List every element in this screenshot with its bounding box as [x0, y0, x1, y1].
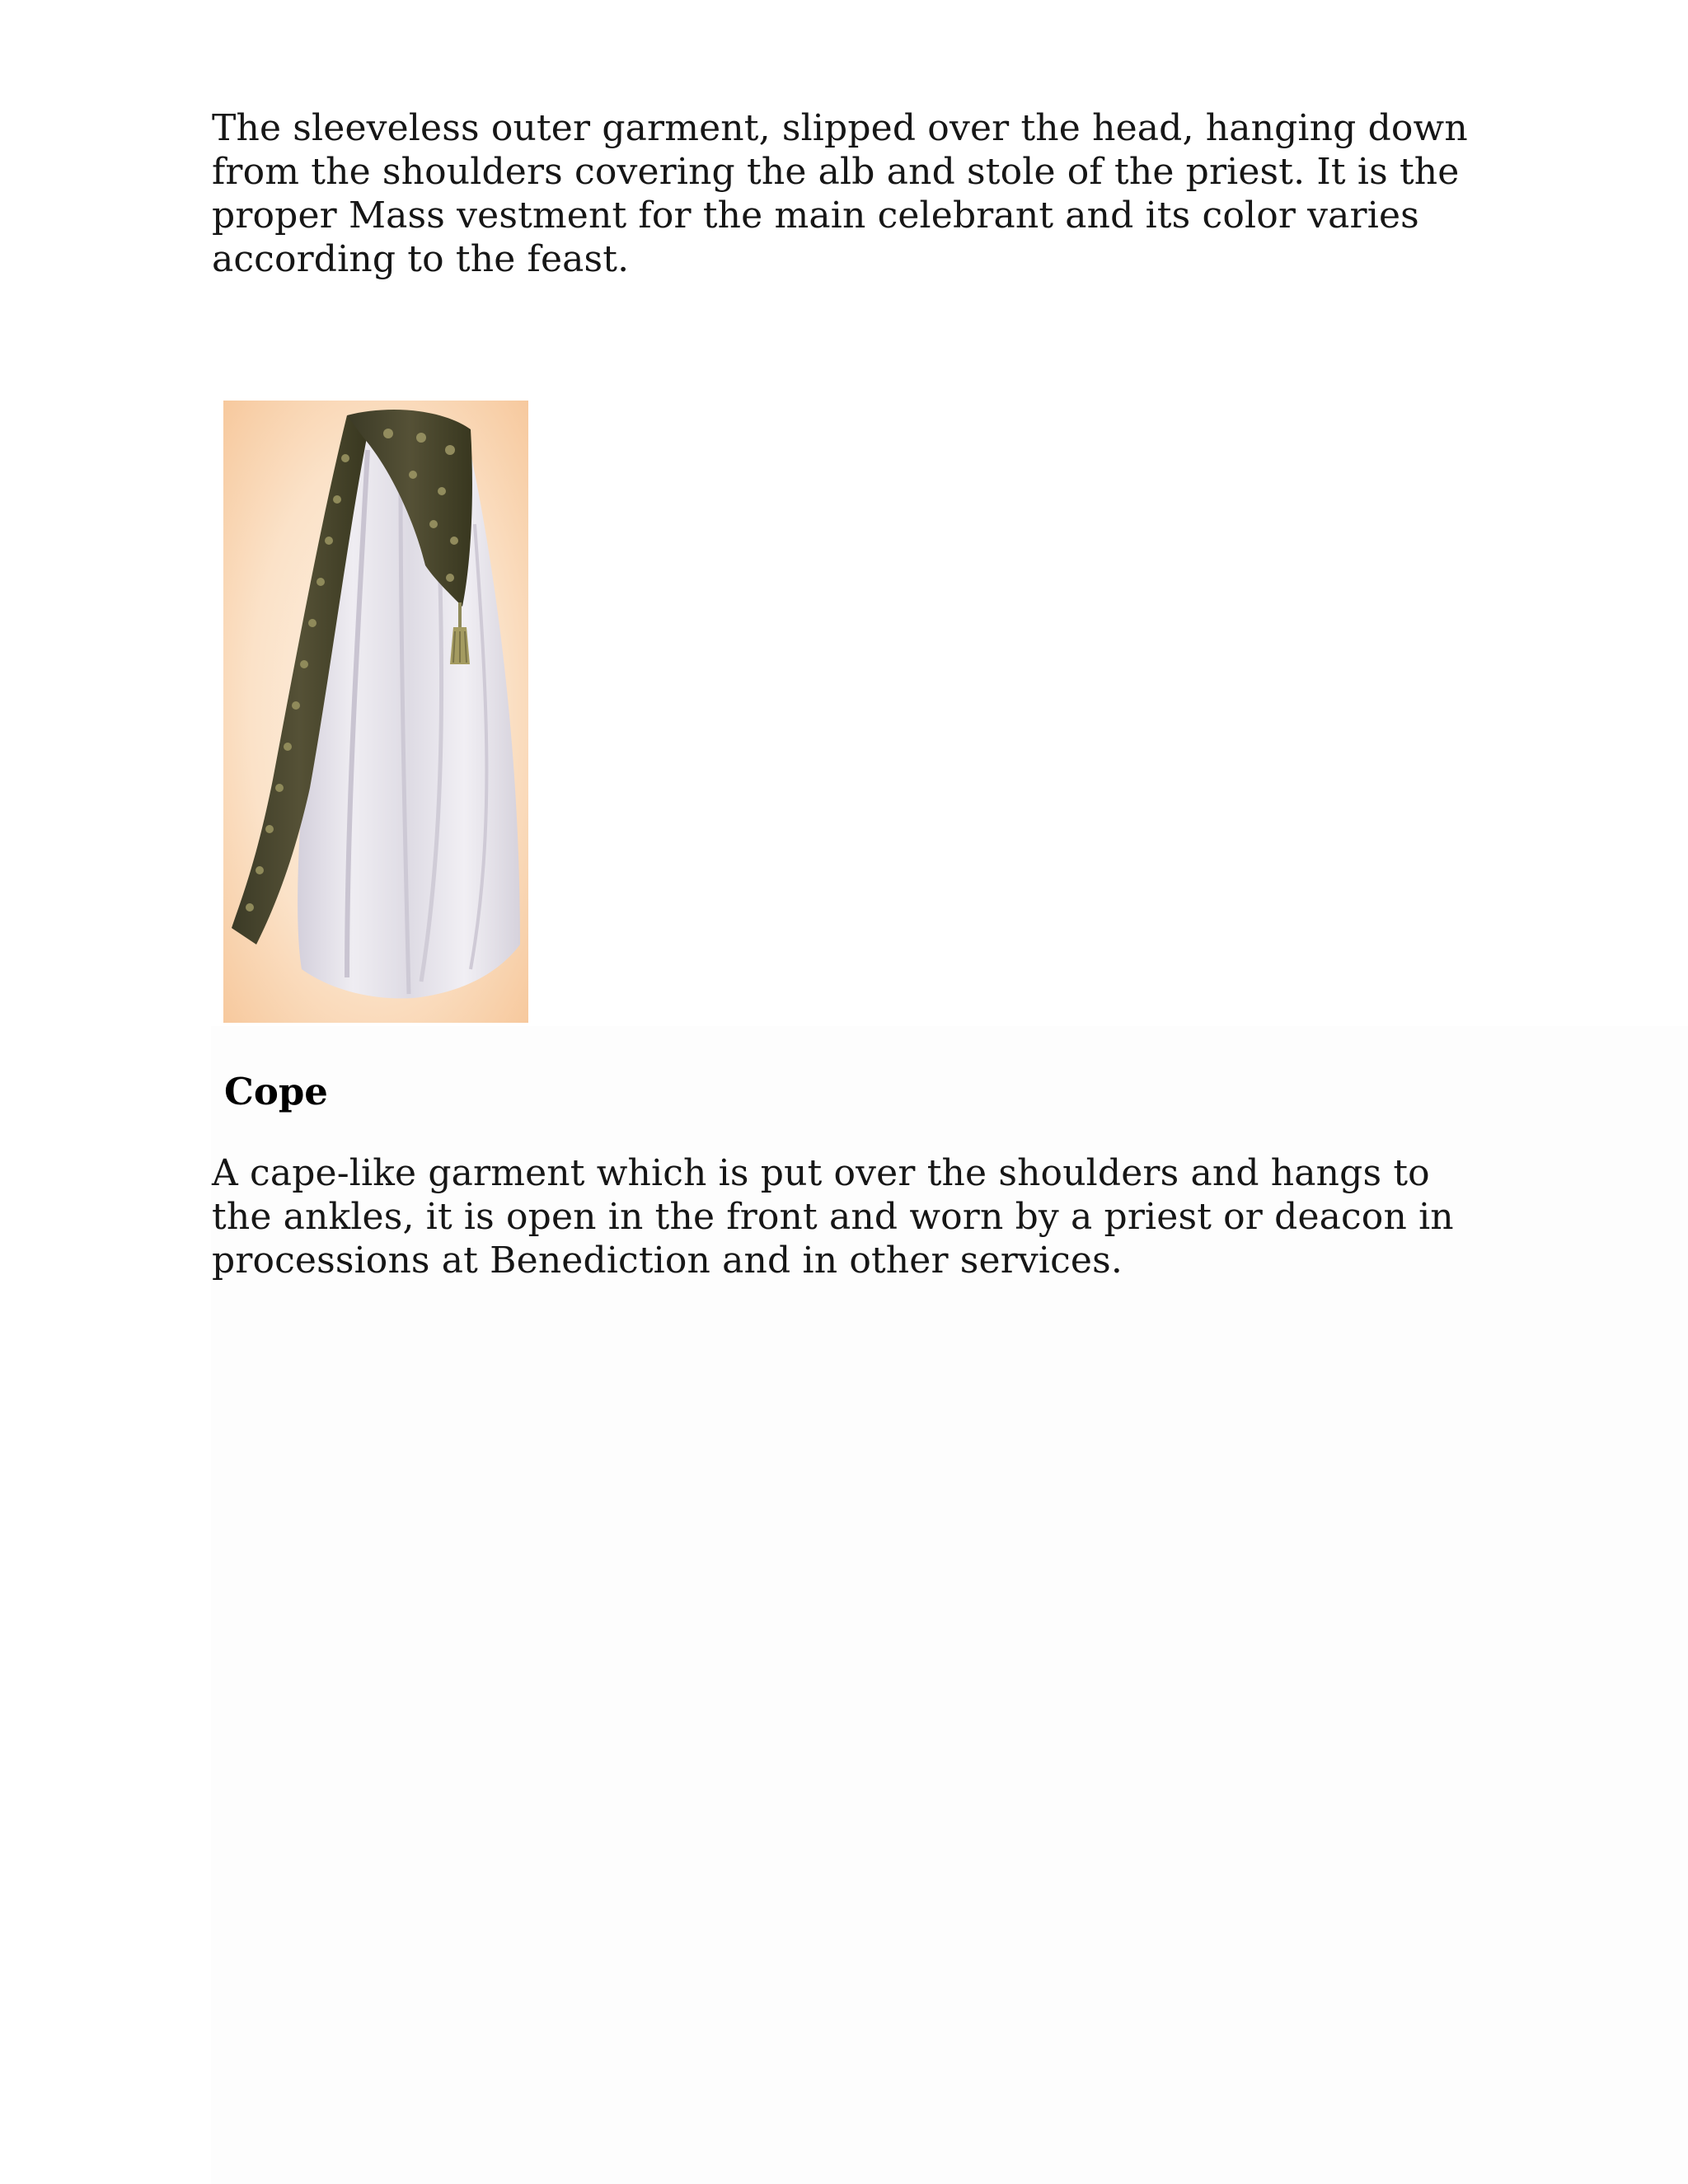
cope-heading: Cope: [224, 1070, 328, 1113]
cope-vestment-image: [223, 401, 528, 1023]
paragraph-chasuble-description: The sleeveless outer garment, slipped over the head, hanging down from the shoulders covering the alb and stole of the priest. It is the proper Mass vestment for the main celebrant and its color varies according to the feast.: [212, 107, 1468, 280]
paragraph-cope-description: A cape-like garment which is put over the shoulders and hangs to the ankles, it is open in the front and worn by a priest or deacon in processions at Benediction and in other services.: [212, 1152, 1454, 1282]
